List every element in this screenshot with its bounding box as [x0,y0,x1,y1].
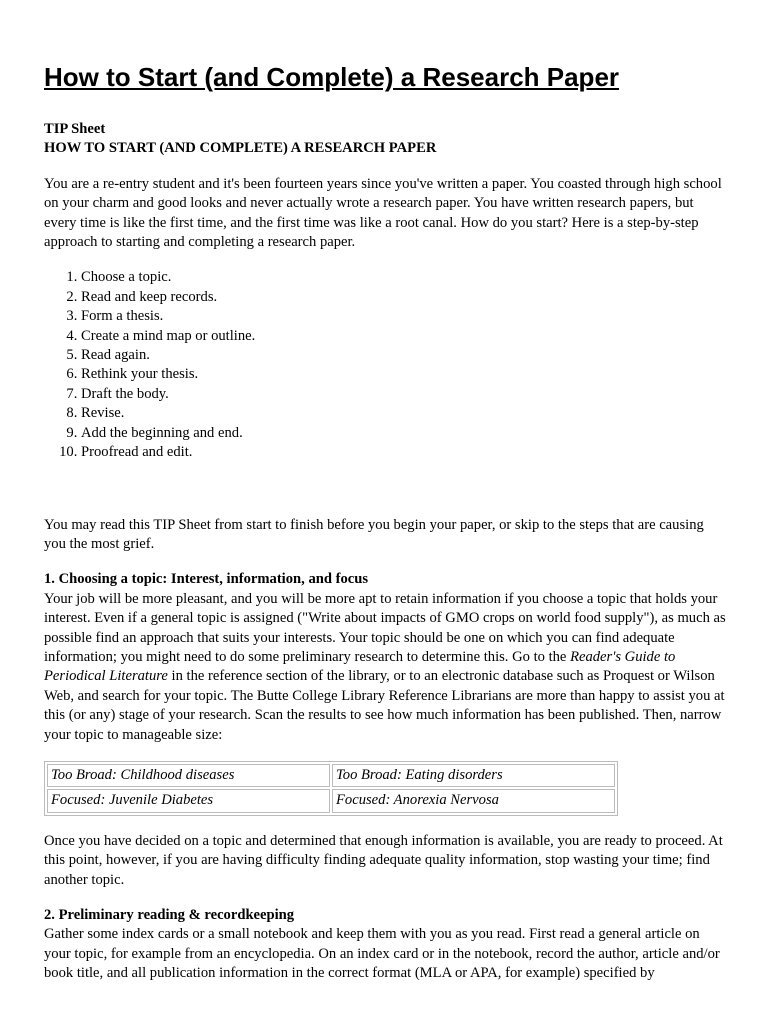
topic-focus-table [44,761,618,816]
list-item: 9. Add the beginning and end. [81,424,728,443]
list-item: 4. Create a mind map or outline. [81,327,728,346]
list-item: 3. Form a thesis. [81,307,728,326]
tip-heading: HOW TO START (AND COMPLETE) A RESEARCH PAPER [44,140,437,157]
list-item: 7. Draft the body. [81,385,728,404]
section2-paragraph: Gather some index cards or a small notebook and keep them with you as you read. First read a general article on your topic, for example from an encyclopedia. On an index card or in the notebook, record the author, article and/or book title, and all publication information in the correct format (MLA or APA, for example) specified by [44,926,720,982]
section1-conclusion: Once you have decided on a topic and determined that enough information is available, you are ready to proceed. At this point, however, if you are having difficulty finding adequate quality information, stop wasting your time; find another topic. [44,832,723,888]
list-item: 1. Choose a topic. [81,268,728,287]
topic-table-wrapper [44,761,728,816]
steps-list [44,268,728,462]
document-body [44,120,728,984]
table-cell: Focused: Anorexia Nervosa [332,789,615,812]
table-cell: Too Broad: Childhood diseases [47,764,330,787]
table-cell: Too Broad: Eating disorders [332,764,615,787]
tip-label: TIP Sheet [44,121,106,137]
list-item: 8. Revise. [81,404,728,423]
list-item: 10. Proofread and edit. [81,443,728,462]
intro-paragraph: You are a re-entry student and it's been fourteen years since you've written a paper. You coasted through high school on your charm and good looks and never actually wrote a research paper. You have written research papers, but every time is like the first time, and the first time was like a root canal. How do you start? Here is a step-by-step approach to starting and completing a research paper. [44,175,722,251]
table-row [47,789,615,812]
section1-heading: 1. Choosing a topic: Interest, information, and focus [44,571,369,588]
list-item: 2. Read and keep records. [81,288,728,307]
list-item: 6. Rethink your thesis. [81,365,728,384]
skip-note-paragraph: You may read this TIP Sheet from start to finish before you begin your paper, or skip to the steps that are causing you the most grief. [44,516,704,552]
list-item: 5. Read again. [81,346,728,365]
section1-text-b: in the reference section of the library, or to an electronic database such as Proquest or Wilson Web, and search for your topic. The Butte College Library Reference Librarians are more than happy to assist you at this (or any) stage of your research. Scan the results to see how much information has been published. Then, narrow your topic to manageable size: [44,668,725,743]
readers-guide-title: Reader's Guide to Periodical Literature [44,648,676,685]
page-title: How to Start (and Complete) a Research Paper [44,62,620,92]
section1-paragraph [44,590,728,745]
section2-heading: 2. Preliminary reading & recordkeeping [44,907,295,923]
table-cell: Focused: Juvenile Diabetes [47,789,330,812]
section1-text-a: Your job will be more pleasant, and you will be more apt to retain information if you choose a topic that holds your interest. Even if a general topic is assigned ("Write about impacts of GMO crops on world food supply"), as much as possible find an approach that suits your interests. Your topic should be one on which you can find adequate information; you might need to do some preliminary research to determine this. Go to the [44,590,726,665]
table-row [47,764,615,787]
